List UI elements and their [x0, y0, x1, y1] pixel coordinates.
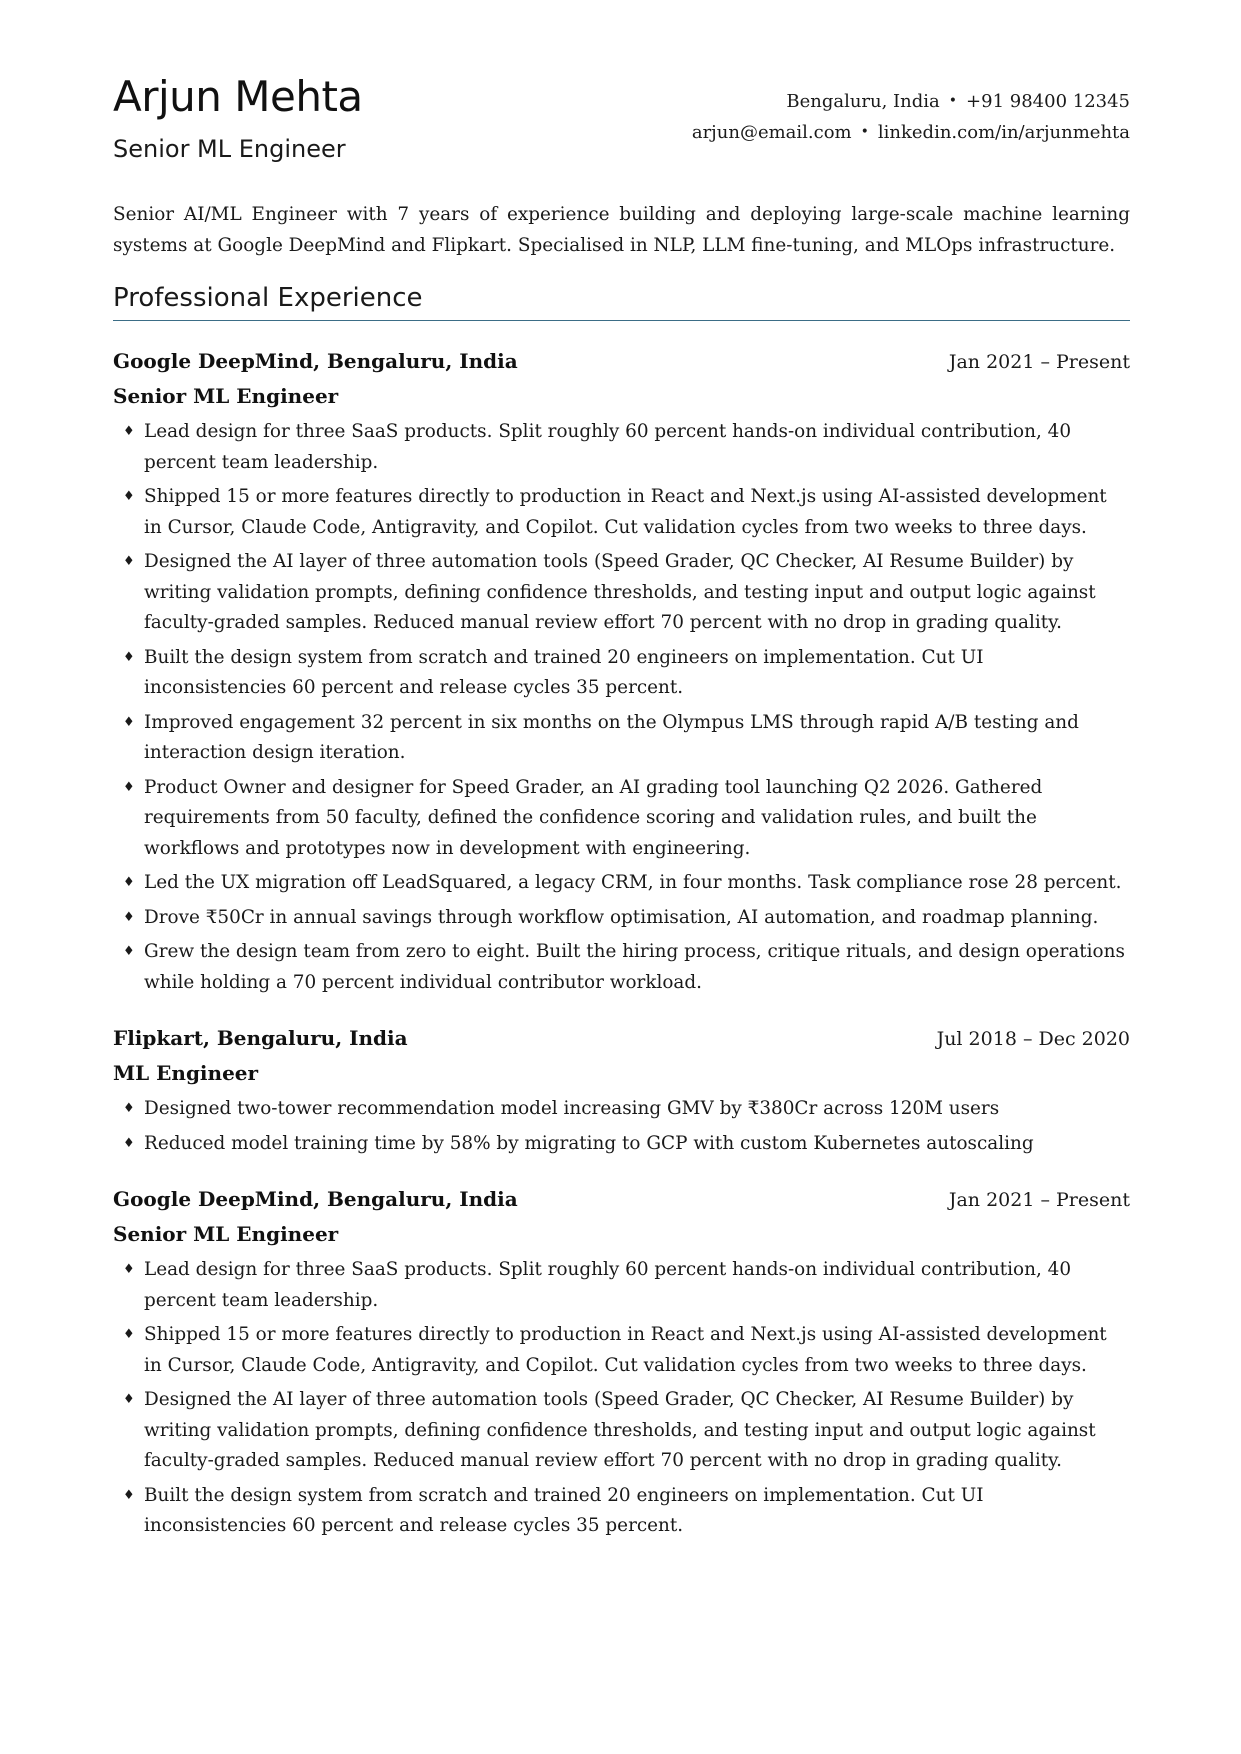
job-bullet-text: Lead design for three SaaS products. Split roughly 60 percent hands-on individual contribution, 40 percent team leadership.: [144, 421, 1072, 473]
job-bullet-text: Product Owner and designer for Speed Grader, an AI grading tool launching Q2 2026. Gathered requirements from 50 faculty, defined the confidence scoring and validation rules, and built the workflows and prototypes now in development with engineering.: [144, 776, 1043, 859]
linkedin-link[interactable]: linkedin.com/in/arjunmehta: [877, 122, 1130, 143]
job-bullet: [113, 1481, 1130, 1542]
job-bullet: [113, 417, 1130, 478]
job-bullet-text: Improved engagement 32 percent in six months on the Olympus LMS through rapid A/B testing and interaction design iteration.: [144, 711, 1079, 764]
job-bullet: [113, 937, 1130, 998]
job-company: Google DeepMind, Bengaluru, India: [113, 349, 518, 374]
job-role: ML Engineer: [113, 1061, 259, 1086]
job-bullet-text: Built the design system from scratch and trained 20 engineers on implementation. Cut UI inconsistencies 60 percent and release cycles 35 percent.: [144, 646, 984, 699]
diamond-bullet-icon: ♦: [123, 1262, 135, 1278]
job-bullet: [113, 1129, 1130, 1160]
job-bullet: [113, 1320, 1130, 1381]
diamond-bullet-icon: ♦: [123, 424, 135, 440]
job-bullet-text: Drove ₹50Cr in annual savings through workflow optimisation, AI automation, and roadmap planning.: [144, 906, 1099, 928]
candidate-headline: Senior ML Engineer: [113, 135, 346, 163]
job-company: Google DeepMind, Bengaluru, India: [113, 1187, 518, 1212]
diamond-bullet-icon: ♦: [123, 1327, 135, 1343]
job-bullet-text: Designed the AI layer of three automation tools (Speed Grader, QC Checker, AI Resume Builder) by writing validation prompts, defining confidence thresholds, and testing input and output logic against faculty-graded samples. Reduced manual review effort 70 percent with no drop in grading quality.: [144, 1389, 1096, 1472]
contact-separator: •: [860, 124, 869, 140]
diamond-bullet-icon: ♦: [123, 1101, 135, 1117]
contact-block: [692, 86, 1130, 148]
job-bullet: [113, 708, 1130, 769]
job-bullet-list: [113, 1094, 1130, 1159]
job-bullet-text: Designed the AI layer of three automation tools (Speed Grader, QC Checker, AI Resume Builder) by writing validation prompts, defining confidence thresholds, and testing input and output logic against faculty-graded samples. Reduced manual review effort 70 percent with no drop in grading quality.: [144, 551, 1096, 634]
diamond-bullet-icon: ♦: [123, 1487, 135, 1503]
job-header: [113, 1183, 1130, 1217]
experience-list: [113, 345, 1130, 1542]
diamond-bullet-icon: ♦: [123, 714, 135, 730]
job-bullet: [113, 1255, 1130, 1316]
job-bullet: [113, 773, 1130, 865]
diamond-bullet-icon: ♦: [123, 875, 135, 891]
job-bullet-text: Designed two-tower recommendation model increasing GMV by ₹380Cr across 120M users: [144, 1098, 1000, 1120]
diamond-bullet-icon: ♦: [123, 1135, 135, 1151]
diamond-bullet-icon: ♦: [123, 944, 135, 960]
diamond-bullet-icon: ♦: [123, 649, 135, 665]
job-bullet: [113, 868, 1130, 899]
job-bullet-list: [113, 417, 1130, 998]
job-dates: Jul 2018 – Dec 2020: [936, 1028, 1130, 1051]
diamond-bullet-icon: ♦: [123, 554, 135, 570]
job-bullet-text: Built the design system from scratch and trained 20 engineers on implementation. Cut UI inconsistencies 60 percent and release cycles 35 percent.: [144, 1484, 984, 1537]
location: Bengaluru, India: [786, 91, 940, 112]
contact-line-1: [692, 86, 1130, 117]
job-entry: [113, 345, 1130, 998]
contact-separator: •: [948, 93, 958, 109]
job-bullet-list: [113, 1255, 1130, 1542]
job-bullet-text: Lead design for three SaaS products. Split roughly 60 percent hands-on individual contribution, 40 percent team leadership.: [144, 1259, 1072, 1311]
job-dates: Jan 2021 – Present: [948, 351, 1130, 374]
section-title-experience: Professional Experience: [113, 283, 1130, 321]
summary-paragraph: Senior AI/ML Engineer with 7 years of experience building and deploying large-scale machine learning systems at Google DeepMind and Flipkart. Specialised in NLP, LLM fine-tuning, and MLOps infrastructure.: [113, 204, 1130, 256]
job-bullet-text: Shipped 15 or more features directly to production in React and Next.js using AI-assisted development in Cursor, Claude Code, Antigravity, and Copilot. Cut validation cycles from two weeks to three days.: [144, 1324, 1107, 1376]
diamond-bullet-icon: ♦: [123, 779, 135, 795]
job-bullet: [113, 643, 1130, 704]
diamond-bullet-icon: ♦: [123, 489, 135, 505]
job-bullet-text: Led the UX migration off LeadSquared, a legacy CRM, in four months. Task compliance rose 28 percent.: [144, 872, 1122, 894]
resume-header: [113, 70, 1130, 178]
job-bullet-text: Shipped 15 or more features directly to production in React and Next.js using AI-assisted development in Cursor, Claude Code, Antigravity, and Copilot. Cut validation cycles from two weeks to three days.: [144, 486, 1107, 538]
job-bullet-text: Reduced model training time by 58% by migrating to GCP with custom Kubernetes autoscaling: [144, 1132, 1034, 1154]
job-entry: [113, 1183, 1130, 1542]
job-header: [113, 1022, 1130, 1056]
job-role: Senior ML Engineer: [113, 384, 339, 409]
job-bullet: [113, 1385, 1130, 1477]
resume-page: [113, 70, 1130, 1546]
diamond-bullet-icon: ♦: [123, 909, 135, 925]
job-bullet-text: Grew the design team from zero to eight. Built the hiring process, critique rituals, and design operations while holding a 70 percent individual contributor workload.: [144, 941, 1125, 993]
contact-line-2: [692, 117, 1130, 148]
phone: +91 98400 12345: [966, 91, 1130, 112]
job-entry: [113, 1022, 1130, 1159]
job-dates: Jan 2021 – Present: [948, 1189, 1130, 1212]
job-bullet: [113, 903, 1130, 934]
job-company: Flipkart, Bengaluru, India: [113, 1026, 408, 1051]
email-link[interactable]: arjun@email.com: [691, 122, 852, 143]
candidate-name: Arjun Mehta: [113, 72, 363, 121]
job-role: Senior ML Engineer: [113, 1222, 339, 1247]
job-header: [113, 345, 1130, 379]
job-bullet: [113, 1094, 1130, 1125]
job-bullet: [113, 482, 1130, 543]
job-bullet: [113, 547, 1130, 639]
diamond-bullet-icon: ♦: [123, 1392, 135, 1408]
